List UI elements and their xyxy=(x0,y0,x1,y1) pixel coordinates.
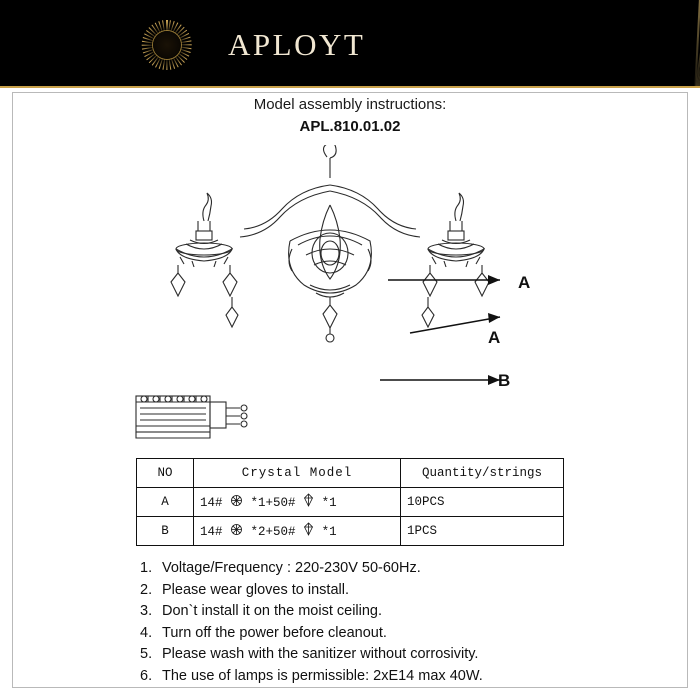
row-a-quantity: 10PCS xyxy=(401,488,564,517)
model-code: APL.810.01.02 xyxy=(299,118,401,135)
parts-table xyxy=(136,458,564,546)
logo-ray xyxy=(181,44,192,45)
logo-ray xyxy=(166,59,167,70)
crystal-round-icon xyxy=(230,523,243,540)
note-item xyxy=(140,666,660,688)
note-number: 4. xyxy=(140,624,153,641)
callout-label-b: B xyxy=(498,371,511,390)
note-text: Turn off the power before cleanout. xyxy=(162,624,387,641)
instruction-notes xyxy=(140,558,660,687)
page-title: Model assembly instructions: xyxy=(253,96,447,113)
row-b-suffix: *1 xyxy=(321,525,337,539)
row-b-no: B xyxy=(137,517,194,546)
note-number: 2. xyxy=(140,581,153,598)
note-number: 3. xyxy=(140,603,153,619)
row-b-prefix: 14# xyxy=(200,525,223,539)
header-no: NO xyxy=(137,459,194,488)
note-item xyxy=(140,623,660,645)
logo-ray xyxy=(162,20,165,31)
note-number: 6. xyxy=(140,667,153,684)
crystal-drop-icon xyxy=(303,522,314,540)
row-a-model xyxy=(194,488,401,517)
brand-name: APLOYT xyxy=(228,27,366,62)
note-item xyxy=(140,601,660,623)
row-a-no: A xyxy=(137,488,194,517)
callout-label-a-lower: A xyxy=(488,328,501,347)
note-item xyxy=(140,580,660,602)
logo-ray xyxy=(181,40,192,43)
header-gold-rule xyxy=(0,86,700,88)
header-quantity: Quantity/strings xyxy=(401,459,564,488)
logo-ray xyxy=(162,59,165,70)
note-text: Voltage/Frequency : 220-230V 50-60Hz. xyxy=(162,560,421,576)
note-item xyxy=(140,644,660,666)
row-b-mid: *2+50# xyxy=(250,525,296,539)
row-b-model xyxy=(194,517,401,546)
note-text: Please wash with the sanitizer without corrosivity. xyxy=(162,646,479,662)
table-header-row xyxy=(137,459,564,488)
row-b-quantity: 1PCS xyxy=(401,517,564,546)
wiring-terminal-block-diagram xyxy=(130,388,260,448)
note-item xyxy=(140,558,660,580)
row-a-mid: *1+50# xyxy=(250,496,296,510)
logo-ray xyxy=(142,44,153,45)
note-number: 1. xyxy=(140,560,153,576)
fan-rays-decoration-icon xyxy=(440,0,700,88)
note-number: 5. xyxy=(140,646,153,662)
header-model: Crystal Model xyxy=(194,459,401,488)
note-text: The use of lamps is permissible: 2xE14 max 40W. xyxy=(162,667,483,684)
header-band xyxy=(0,0,700,88)
callout-label-a-upper: A xyxy=(518,273,531,292)
sunburst-logo-icon xyxy=(140,18,194,72)
table-row xyxy=(137,488,564,517)
row-a-suffix: *1 xyxy=(321,496,337,510)
table-row xyxy=(137,517,564,546)
crystal-round-icon xyxy=(230,494,243,511)
row-a-prefix: 14# xyxy=(200,496,223,510)
note-text: Don`t install it on the moist ceiling. xyxy=(162,603,383,619)
crystal-drop-icon xyxy=(303,493,314,511)
note-text: Please wear gloves to install. xyxy=(162,581,349,598)
